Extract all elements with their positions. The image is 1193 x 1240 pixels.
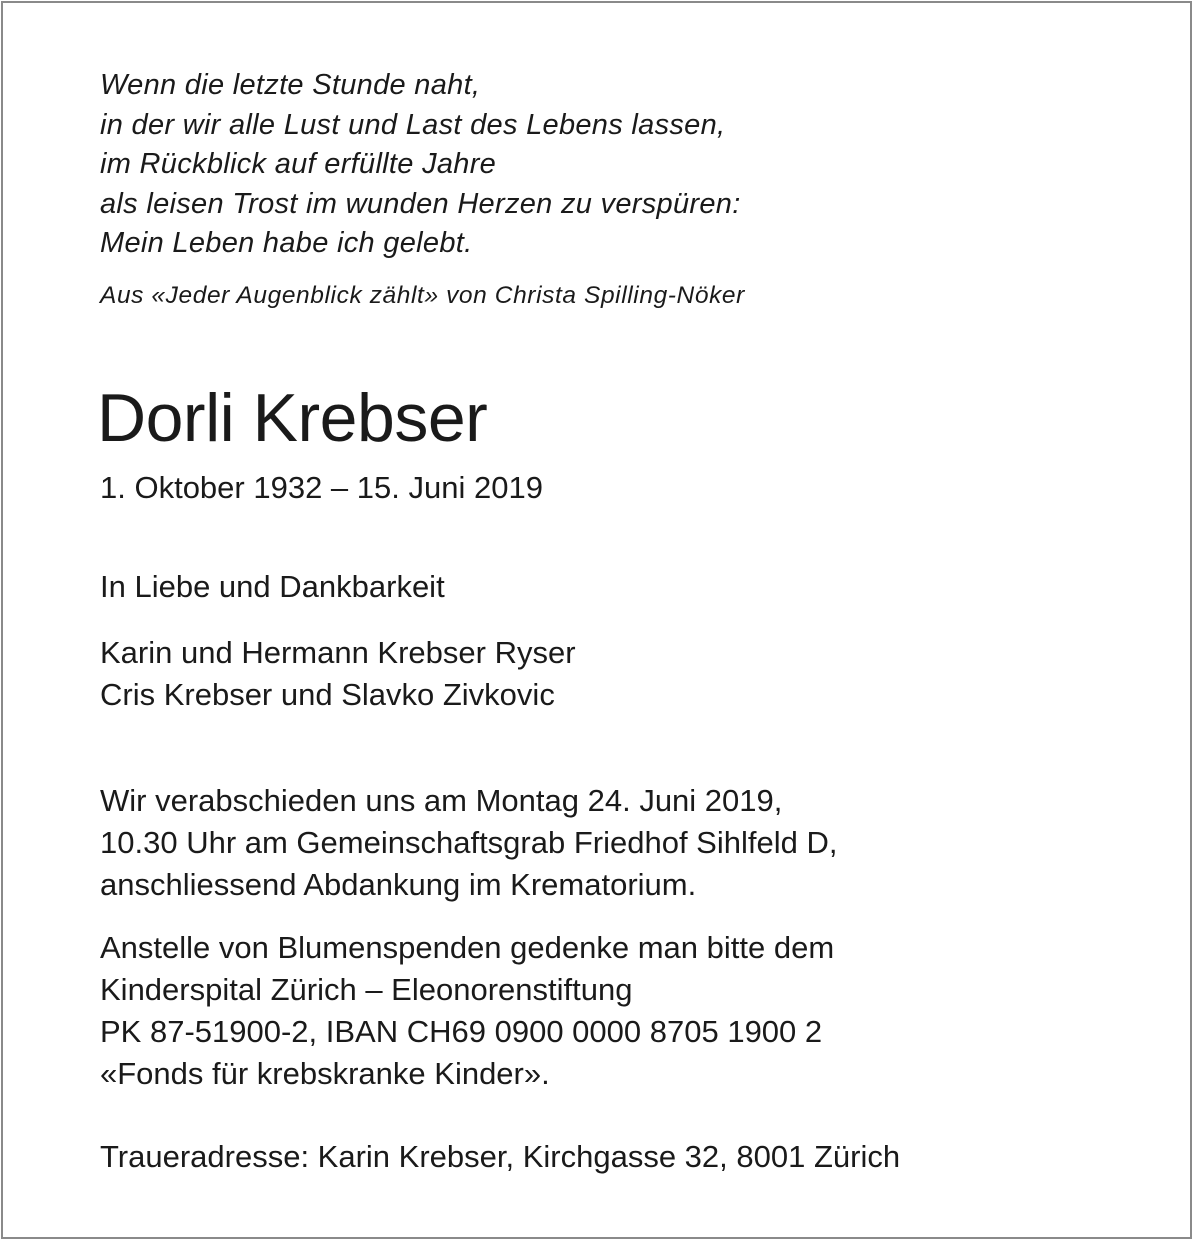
mourning-address: Traueradresse: Karin Krebser, Kirchgasse 32, 8001 Zürich [100, 1139, 901, 1174]
mourner-name: Karin und Hermann Krebser Ryser [100, 635, 576, 670]
donation-line: Anstelle von Blumenspenden gedenke man bitte dem [100, 930, 835, 965]
poem-line: Wenn die letzte Stunde naht, [100, 69, 481, 101]
life-dates: 1. Oktober 1932 – 15. Juni 2019 [100, 470, 543, 505]
deceased-name: Dorli Krebser [97, 380, 488, 456]
ceremony-info [100, 780, 837, 906]
poem-line: in der wir alle Lust und Last des Lebens lassen, [100, 108, 726, 141]
poem [100, 66, 741, 264]
donation-line: Kinderspital Zürich – Eleonorenstiftung [100, 972, 633, 1007]
poem-line: im Rückblick auf erfüllte Jahre [100, 148, 497, 180]
donation-line: «Fonds für krebskranke Kinder». [100, 1056, 550, 1091]
ceremony-line: 10.30 Uhr am Gemeinschaftsgrab Friedhof Sihlfeld D, [100, 825, 838, 860]
mourner-name: Cris Krebser und Slavko Zivkovic [100, 677, 555, 712]
donation-info [100, 927, 834, 1095]
poem-line: Mein Leben habe ich gelebt. [100, 227, 473, 259]
donation-line: PK 87-51900-2, IBAN CH69 0900 0000 8705 1900 2 [100, 1014, 823, 1049]
mourners-intro: In Liebe und Dankbarkeit [100, 569, 445, 604]
poem-source: Aus «Jeder Augenblick zählt» von Christa Spilling-Nöker [100, 282, 745, 309]
mourners-list [100, 632, 576, 716]
ceremony-line: anschliessend Abdankung im Krematorium. [100, 867, 697, 902]
poem-line: als leisen Trost im wunden Herzen zu verspüren: [100, 187, 741, 220]
ceremony-line: Wir verabschieden uns am Montag 24. Juni 2019, [100, 783, 783, 818]
